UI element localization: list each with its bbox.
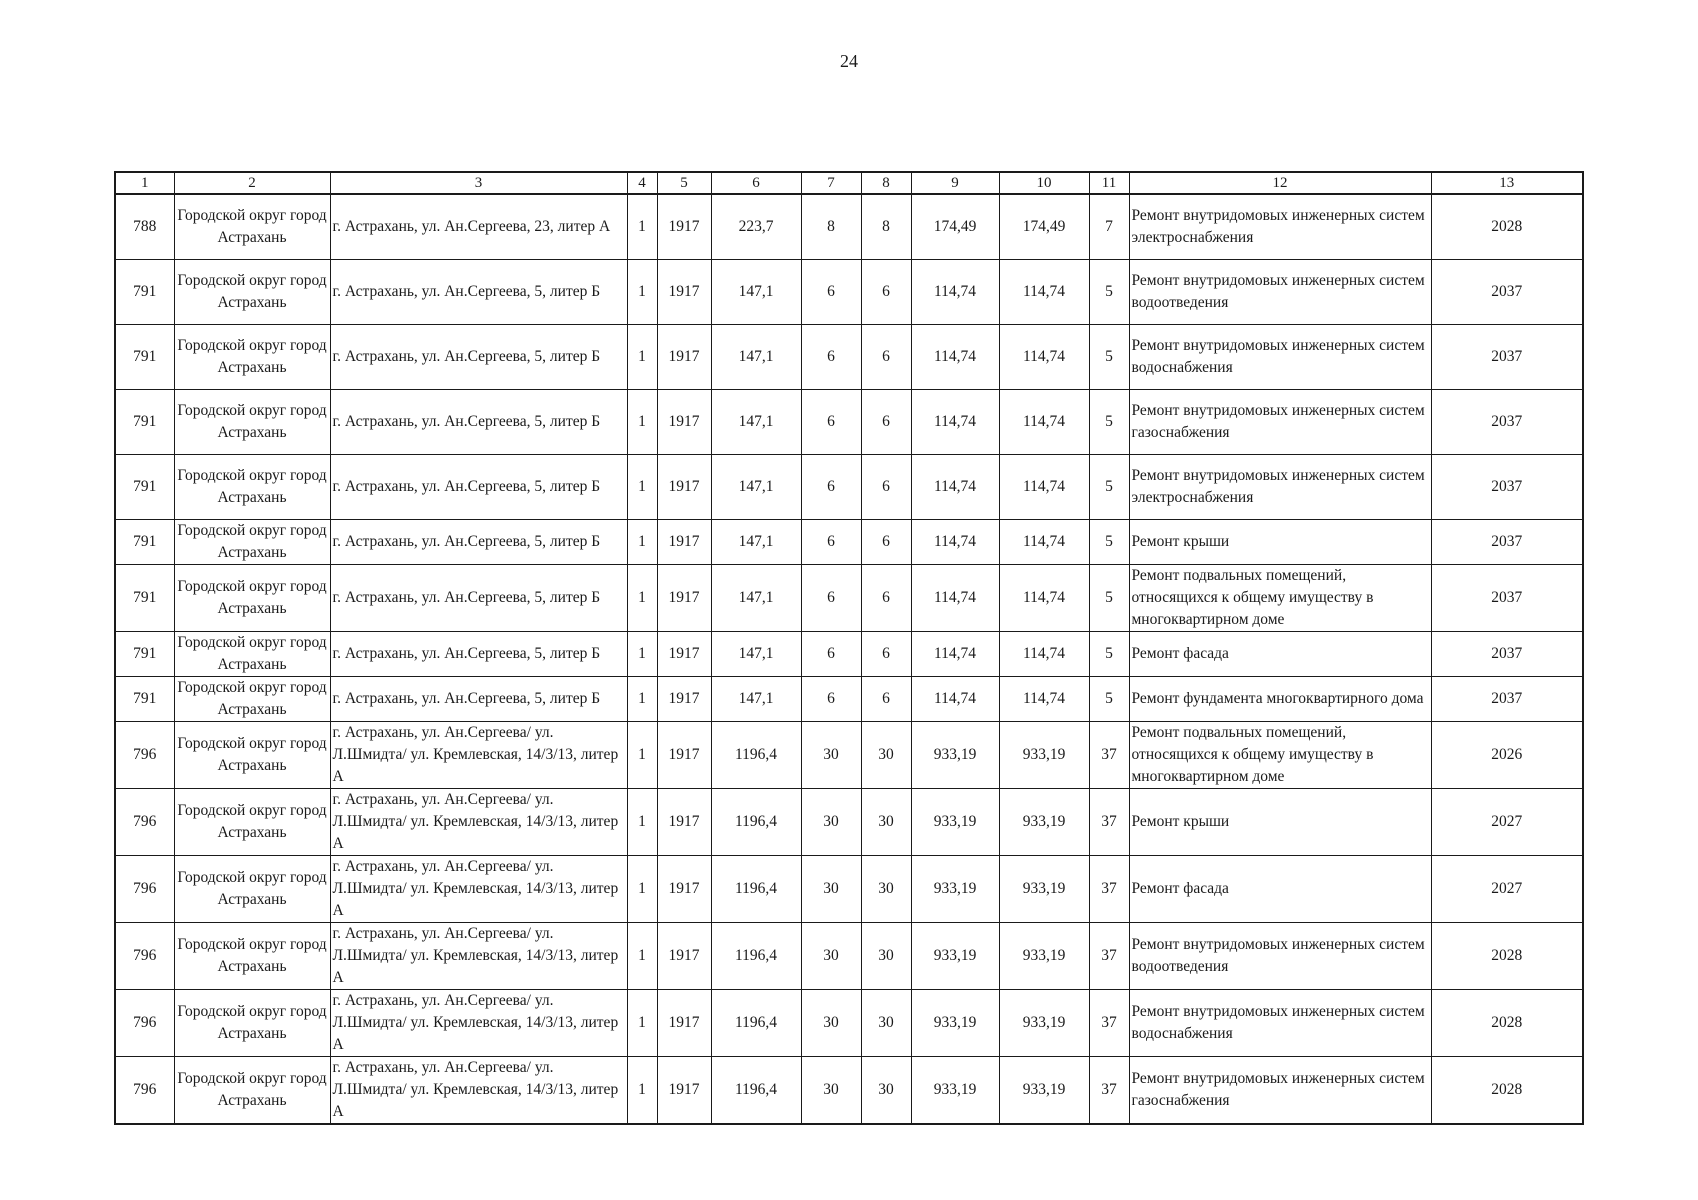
municipality-cell: Городской округ город Астрахань <box>174 722 330 789</box>
planned-year-cell: 2037 <box>1431 455 1583 520</box>
table-row <box>115 455 1583 520</box>
col7-cell: 30 <box>801 722 861 789</box>
year-cell: 1917 <box>657 923 711 990</box>
col4-cell: 1 <box>627 194 657 260</box>
col4-cell: 1 <box>627 1057 657 1125</box>
municipality-cell: Городской округ город Астрахань <box>174 789 330 856</box>
col10-cell: 114,74 <box>999 260 1089 325</box>
area-cell: 1196,4 <box>711 923 801 990</box>
col8-cell: 30 <box>861 722 911 789</box>
column-header: 12 <box>1129 172 1431 194</box>
col8-cell: 30 <box>861 856 911 923</box>
address-cell: г. Астрахань, ул. Ан.Сергеева/ ул. Л.Шмидта/ ул. Кремлевская, 14/3/13, литер А <box>330 923 627 990</box>
planned-year-cell: 2037 <box>1431 390 1583 455</box>
col11-cell: 5 <box>1089 390 1129 455</box>
work-type-cell: Ремонт фундамента многоквартирного дома <box>1129 677 1431 722</box>
municipality-cell: Городской округ город Астрахань <box>174 194 330 260</box>
year-cell: 1917 <box>657 677 711 722</box>
column-header: 10 <box>999 172 1089 194</box>
municipality-cell: Городской округ город Астрахань <box>174 923 330 990</box>
col8-cell: 30 <box>861 990 911 1057</box>
col9-cell: 114,74 <box>911 260 999 325</box>
work-type-cell: Ремонт крыши <box>1129 520 1431 565</box>
row-number-cell: 796 <box>115 923 174 990</box>
area-cell: 147,1 <box>711 677 801 722</box>
column-header: 8 <box>861 172 911 194</box>
row-number-cell: 796 <box>115 722 174 789</box>
column-header: 9 <box>911 172 999 194</box>
col8-cell: 6 <box>861 677 911 722</box>
work-type-cell: Ремонт подвальных помещений, относящихся к общему имуществу в многоквартирном доме <box>1129 565 1431 632</box>
work-type-cell: Ремонт внутридомовых инженерных систем электроснабжения <box>1129 455 1431 520</box>
year-cell: 1917 <box>657 565 711 632</box>
row-number-cell: 796 <box>115 856 174 923</box>
year-cell: 1917 <box>657 194 711 260</box>
area-cell: 1196,4 <box>711 789 801 856</box>
area-cell: 147,1 <box>711 390 801 455</box>
column-header: 7 <box>801 172 861 194</box>
address-cell: г. Астрахань, ул. Ан.Сергеева/ ул. Л.Шмидта/ ул. Кремлевская, 14/3/13, литер А <box>330 990 627 1057</box>
col11-cell: 5 <box>1089 260 1129 325</box>
row-number-cell: 796 <box>115 789 174 856</box>
municipality-cell: Городской округ город Астрахань <box>174 632 330 677</box>
col4-cell: 1 <box>627 722 657 789</box>
col10-cell: 114,74 <box>999 390 1089 455</box>
row-number-cell: 791 <box>115 260 174 325</box>
table-row <box>115 789 1583 856</box>
table-row <box>115 260 1583 325</box>
column-header: 1 <box>115 172 174 194</box>
col4-cell: 1 <box>627 455 657 520</box>
year-cell: 1917 <box>657 789 711 856</box>
col9-cell: 933,19 <box>911 990 999 1057</box>
row-number-cell: 791 <box>115 455 174 520</box>
col4-cell: 1 <box>627 260 657 325</box>
col8-cell: 30 <box>861 789 911 856</box>
col10-cell: 114,74 <box>999 632 1089 677</box>
column-header: 3 <box>330 172 627 194</box>
work-type-cell: Ремонт внутридомовых инженерных систем водоотведения <box>1129 923 1431 990</box>
col11-cell: 5 <box>1089 520 1129 565</box>
area-cell: 147,1 <box>711 565 801 632</box>
area-cell: 147,1 <box>711 260 801 325</box>
col11-cell: 5 <box>1089 325 1129 390</box>
address-cell: г. Астрахань, ул. Ан.Сергеева, 5, литер Б <box>330 325 627 390</box>
col8-cell: 6 <box>861 325 911 390</box>
address-cell: г. Астрахань, ул. Ан.Сергеева/ ул. Л.Шмидта/ ул. Кремлевская, 14/3/13, литер А <box>330 722 627 789</box>
planned-year-cell: 2037 <box>1431 325 1583 390</box>
col7-cell: 8 <box>801 194 861 260</box>
col8-cell: 30 <box>861 1057 911 1125</box>
work-type-cell: Ремонт фасада <box>1129 632 1431 677</box>
col4-cell: 1 <box>627 677 657 722</box>
col7-cell: 6 <box>801 520 861 565</box>
table-row <box>115 325 1583 390</box>
table-row <box>115 722 1583 789</box>
area-cell: 147,1 <box>711 325 801 390</box>
col10-cell: 933,19 <box>999 789 1089 856</box>
planned-year-cell: 2028 <box>1431 990 1583 1057</box>
col4-cell: 1 <box>627 325 657 390</box>
col11-cell: 5 <box>1089 455 1129 520</box>
work-type-cell: Ремонт внутридомовых инженерных систем водоснабжения <box>1129 325 1431 390</box>
col9-cell: 933,19 <box>911 722 999 789</box>
col11-cell: 5 <box>1089 677 1129 722</box>
row-number-cell: 791 <box>115 677 174 722</box>
area-cell: 1196,4 <box>711 722 801 789</box>
year-cell: 1917 <box>657 520 711 565</box>
municipality-cell: Городской округ город Астрахань <box>174 677 330 722</box>
work-type-cell: Ремонт крыши <box>1129 789 1431 856</box>
col11-cell: 5 <box>1089 565 1129 632</box>
col11-cell: 37 <box>1089 856 1129 923</box>
col4-cell: 1 <box>627 856 657 923</box>
area-cell: 223,7 <box>711 194 801 260</box>
municipality-cell: Городской округ город Астрахань <box>174 455 330 520</box>
planned-year-cell: 2028 <box>1431 923 1583 990</box>
address-cell: г. Астрахань, ул. Ан.Сергеева/ ул. Л.Шмидта/ ул. Кремлевская, 14/3/13, литер А <box>330 856 627 923</box>
work-type-cell: Ремонт подвальных помещений, относящихся к общему имуществу в многоквартирном доме <box>1129 722 1431 789</box>
col9-cell: 114,74 <box>911 455 999 520</box>
col9-cell: 114,74 <box>911 677 999 722</box>
col11-cell: 5 <box>1089 632 1129 677</box>
year-cell: 1917 <box>657 325 711 390</box>
col10-cell: 933,19 <box>999 1057 1089 1125</box>
col4-cell: 1 <box>627 990 657 1057</box>
col9-cell: 933,19 <box>911 923 999 990</box>
table-row <box>115 565 1583 632</box>
municipality-cell: Городской округ город Астрахань <box>174 260 330 325</box>
col8-cell: 6 <box>861 520 911 565</box>
table-row <box>115 677 1583 722</box>
area-cell: 147,1 <box>711 632 801 677</box>
row-number-cell: 796 <box>115 990 174 1057</box>
row-number-cell: 791 <box>115 520 174 565</box>
planned-year-cell: 2026 <box>1431 722 1583 789</box>
col8-cell: 6 <box>861 455 911 520</box>
page-number: 24 <box>840 51 858 71</box>
col10-cell: 114,74 <box>999 520 1089 565</box>
address-cell: г. Астрахань, ул. Ан.Сергеева, 5, литер Б <box>330 390 627 455</box>
col7-cell: 30 <box>801 789 861 856</box>
year-cell: 1917 <box>657 722 711 789</box>
column-header: 4 <box>627 172 657 194</box>
column-header: 11 <box>1089 172 1129 194</box>
col9-cell: 933,19 <box>911 1057 999 1125</box>
address-cell: г. Астрахань, ул. Ан.Сергеева, 5, литер Б <box>330 455 627 520</box>
municipality-cell: Городской округ город Астрахань <box>174 856 330 923</box>
municipality-cell: Городской округ город Астрахань <box>174 520 330 565</box>
work-type-cell: Ремонт внутридомовых инженерных систем водоотведения <box>1129 260 1431 325</box>
col9-cell: 114,74 <box>911 520 999 565</box>
col4-cell: 1 <box>627 520 657 565</box>
work-type-cell: Ремонт внутридомовых инженерных систем электроснабжения <box>1129 194 1431 260</box>
col7-cell: 30 <box>801 1057 861 1125</box>
year-cell: 1917 <box>657 990 711 1057</box>
col10-cell: 933,19 <box>999 722 1089 789</box>
municipality-cell: Городской округ город Астрахань <box>174 565 330 632</box>
col4-cell: 1 <box>627 632 657 677</box>
municipality-cell: Городской округ город Астрахань <box>174 325 330 390</box>
col9-cell: 114,74 <box>911 325 999 390</box>
col9-cell: 114,74 <box>911 632 999 677</box>
row-number-cell: 791 <box>115 632 174 677</box>
col11-cell: 37 <box>1089 1057 1129 1125</box>
col10-cell: 174,49 <box>999 194 1089 260</box>
col7-cell: 6 <box>801 677 861 722</box>
col4-cell: 1 <box>627 923 657 990</box>
col7-cell: 6 <box>801 565 861 632</box>
area-cell: 147,1 <box>711 520 801 565</box>
table-row <box>115 632 1583 677</box>
area-cell: 147,1 <box>711 455 801 520</box>
col7-cell: 6 <box>801 325 861 390</box>
col9-cell: 114,74 <box>911 565 999 632</box>
planned-year-cell: 2037 <box>1431 565 1583 632</box>
col7-cell: 6 <box>801 390 861 455</box>
planned-year-cell: 2028 <box>1431 1057 1583 1125</box>
col9-cell: 933,19 <box>911 789 999 856</box>
table-row <box>115 520 1583 565</box>
column-header: 13 <box>1431 172 1583 194</box>
planned-year-cell: 2037 <box>1431 632 1583 677</box>
col11-cell: 37 <box>1089 990 1129 1057</box>
table-row <box>115 856 1583 923</box>
col8-cell: 6 <box>861 632 911 677</box>
year-cell: 1917 <box>657 632 711 677</box>
row-number-cell: 788 <box>115 194 174 260</box>
work-type-cell: Ремонт внутридомовых инженерных систем газоснабжения <box>1129 390 1431 455</box>
year-cell: 1917 <box>657 260 711 325</box>
year-cell: 1917 <box>657 856 711 923</box>
address-cell: г. Астрахань, ул. Ан.Сергеева, 5, литер Б <box>330 632 627 677</box>
col10-cell: 114,74 <box>999 677 1089 722</box>
col7-cell: 6 <box>801 455 861 520</box>
work-type-cell: Ремонт фасада <box>1129 856 1431 923</box>
col10-cell: 114,74 <box>999 565 1089 632</box>
row-number-cell: 791 <box>115 565 174 632</box>
col11-cell: 37 <box>1089 923 1129 990</box>
col8-cell: 6 <box>861 260 911 325</box>
col7-cell: 6 <box>801 632 861 677</box>
planned-year-cell: 2028 <box>1431 194 1583 260</box>
column-header: 5 <box>657 172 711 194</box>
col4-cell: 1 <box>627 789 657 856</box>
col10-cell: 933,19 <box>999 990 1089 1057</box>
address-cell: г. Астрахань, ул. Ан.Сергеева, 5, литер Б <box>330 260 627 325</box>
area-cell: 1196,4 <box>711 856 801 923</box>
municipality-cell: Городской округ город Астрахань <box>174 390 330 455</box>
col4-cell: 1 <box>627 390 657 455</box>
column-number-header-row <box>115 172 1583 194</box>
col11-cell: 37 <box>1089 789 1129 856</box>
table-row <box>115 390 1583 455</box>
municipality-cell: Городской округ город Астрахань <box>174 1057 330 1125</box>
col10-cell: 114,74 <box>999 325 1089 390</box>
work-type-cell: Ремонт внутридомовых инженерных систем водоснабжения <box>1129 990 1431 1057</box>
col8-cell: 8 <box>861 194 911 260</box>
col7-cell: 30 <box>801 923 861 990</box>
table-row <box>115 194 1583 260</box>
address-cell: г. Астрахань, ул. Ан.Сергеева/ ул. Л.Шмидта/ ул. Кремлевская, 14/3/13, литер А <box>330 1057 627 1125</box>
planned-year-cell: 2027 <box>1431 856 1583 923</box>
area-cell: 1196,4 <box>711 990 801 1057</box>
col8-cell: 6 <box>861 565 911 632</box>
planned-year-cell: 2037 <box>1431 520 1583 565</box>
address-cell: г. Астрахань, ул. Ан.Сергеева/ ул. Л.Шмидта/ ул. Кремлевская, 14/3/13, литер А <box>330 789 627 856</box>
col9-cell: 114,74 <box>911 390 999 455</box>
address-cell: г. Астрахань, ул. Ан.Сергеева, 5, литер Б <box>330 520 627 565</box>
area-cell: 1196,4 <box>711 1057 801 1125</box>
address-cell: г. Астрахань, ул. Ан.Сергеева, 5, литер Б <box>330 565 627 632</box>
work-type-cell: Ремонт внутридомовых инженерных систем газоснабжения <box>1129 1057 1431 1125</box>
col10-cell: 933,19 <box>999 856 1089 923</box>
col10-cell: 114,74 <box>999 455 1089 520</box>
repair-schedule-table <box>114 171 1584 1125</box>
col10-cell: 933,19 <box>999 923 1089 990</box>
planned-year-cell: 2027 <box>1431 789 1583 856</box>
col4-cell: 1 <box>627 565 657 632</box>
col8-cell: 6 <box>861 390 911 455</box>
column-header: 2 <box>174 172 330 194</box>
address-cell: г. Астрахань, ул. Ан.Сергеева, 23, литер А <box>330 194 627 260</box>
year-cell: 1917 <box>657 390 711 455</box>
column-header: 6 <box>711 172 801 194</box>
year-cell: 1917 <box>657 455 711 520</box>
year-cell: 1917 <box>657 1057 711 1125</box>
table-row <box>115 923 1583 990</box>
col7-cell: 30 <box>801 856 861 923</box>
col8-cell: 30 <box>861 923 911 990</box>
col9-cell: 933,19 <box>911 856 999 923</box>
address-cell: г. Астрахань, ул. Ан.Сергеева, 5, литер Б <box>330 677 627 722</box>
row-number-cell: 796 <box>115 1057 174 1125</box>
row-number-cell: 791 <box>115 390 174 455</box>
planned-year-cell: 2037 <box>1431 677 1583 722</box>
row-number-cell: 791 <box>115 325 174 390</box>
municipality-cell: Городской округ город Астрахань <box>174 990 330 1057</box>
col9-cell: 174,49 <box>911 194 999 260</box>
table-row <box>115 990 1583 1057</box>
planned-year-cell: 2037 <box>1431 260 1583 325</box>
table-body <box>115 194 1583 1124</box>
col7-cell: 6 <box>801 260 861 325</box>
col11-cell: 37 <box>1089 722 1129 789</box>
col7-cell: 30 <box>801 990 861 1057</box>
col11-cell: 7 <box>1089 194 1129 260</box>
table-row <box>115 1057 1583 1125</box>
